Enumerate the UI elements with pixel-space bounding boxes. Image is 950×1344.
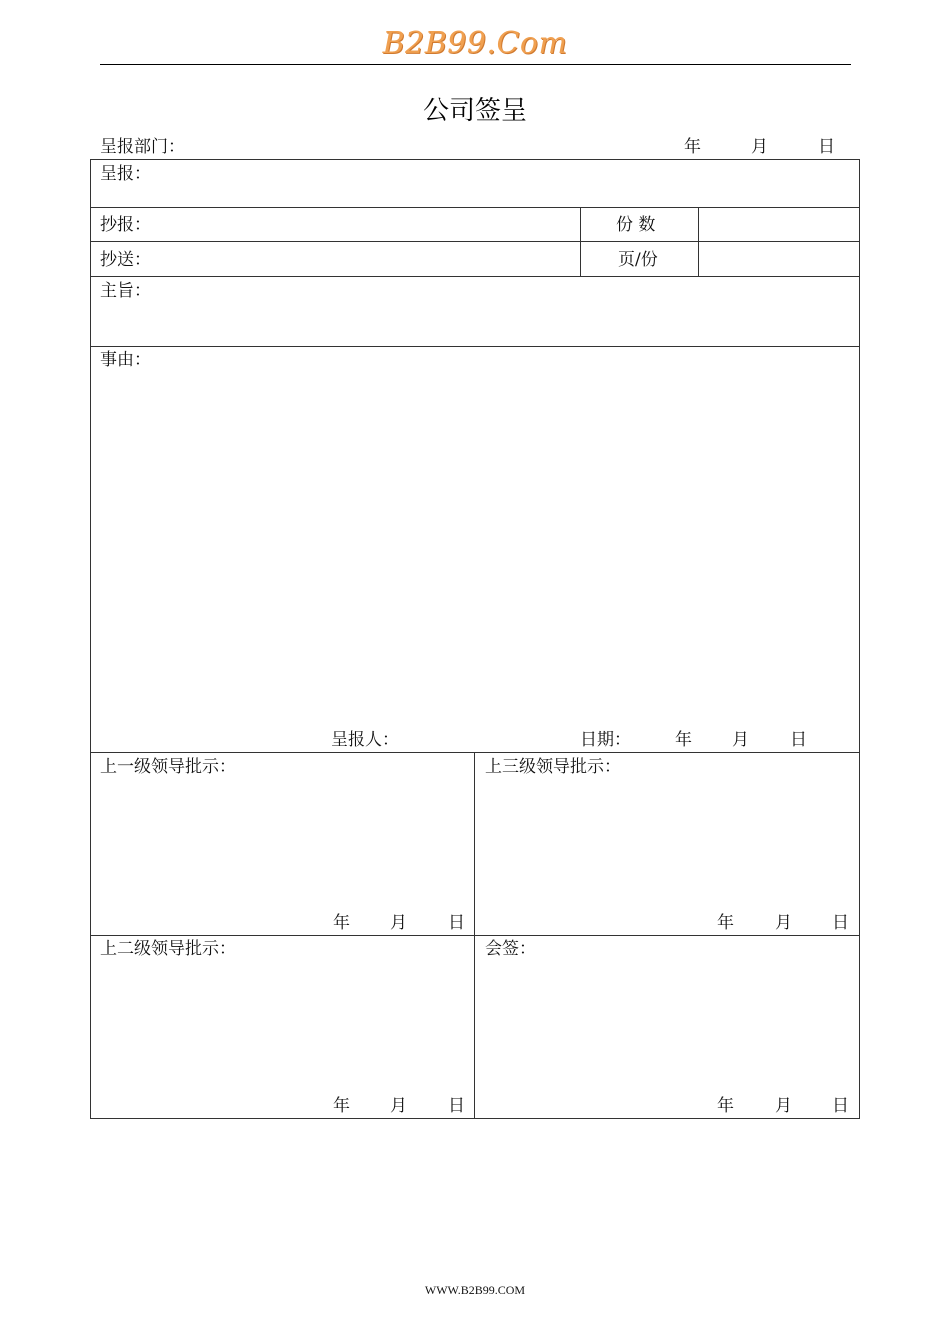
approval-level3-label: 上三级领导批示： <box>485 757 621 777</box>
dept-field[interactable] <box>190 134 670 158</box>
approval-level2-day: 日 <box>448 1096 465 1116</box>
approval-level1-month: 月 <box>390 913 407 933</box>
approval-level3-field[interactable] <box>480 782 854 906</box>
approval-level2-label: 上二级领导批示： <box>100 939 236 959</box>
site-logo: B2B99.Com <box>382 26 568 61</box>
row-divider <box>90 935 860 936</box>
approval-level1-field[interactable] <box>96 782 468 906</box>
row-divider <box>90 241 860 242</box>
countersign-year: 年 <box>717 1096 734 1116</box>
copies-label: 份 数 <box>616 215 656 235</box>
approval-level2-field[interactable] <box>96 964 468 1088</box>
countersign-field[interactable] <box>480 964 854 1088</box>
reason-date-year: 年 <box>675 730 692 750</box>
cc-field[interactable] <box>160 210 576 238</box>
reason-field[interactable] <box>100 374 850 724</box>
cc-label: 抄报： <box>100 215 151 235</box>
send-label: 抄送： <box>100 250 151 270</box>
header-date-year: 年 <box>684 137 701 157</box>
submitter-label: 呈报人： <box>331 730 399 750</box>
column-divider <box>474 752 475 1119</box>
dept-label: 呈报部门： <box>100 137 185 157</box>
row-divider <box>90 346 860 347</box>
row-divider <box>90 207 860 208</box>
approval-level1-label: 上一级领导批示： <box>100 757 236 777</box>
subject-label: 主旨： <box>100 281 151 301</box>
countersign-label: 会签： <box>485 939 536 959</box>
submitter-field[interactable] <box>400 727 570 751</box>
header-date-day: 日 <box>818 137 835 157</box>
send-field[interactable] <box>160 244 576 273</box>
approval-level2-year: 年 <box>333 1096 350 1116</box>
approval-level2-month: 月 <box>390 1096 407 1116</box>
approval-level1-year: 年 <box>333 913 350 933</box>
copies-field[interactable] <box>702 210 856 238</box>
submit-to-field[interactable] <box>160 162 850 204</box>
column-divider <box>580 207 581 277</box>
header-divider <box>100 64 851 65</box>
reason-label: 事由： <box>100 350 151 370</box>
approval-level3-day: 日 <box>832 913 849 933</box>
reason-date-label: 日期： <box>580 730 631 750</box>
subject-field[interactable] <box>160 279 850 343</box>
pages-label: 页/份 <box>618 250 658 270</box>
row-divider <box>90 276 860 277</box>
pages-field[interactable] <box>702 244 856 273</box>
approval-level3-year: 年 <box>717 913 734 933</box>
countersign-day: 日 <box>832 1096 849 1116</box>
countersign-month: 月 <box>775 1096 792 1116</box>
reason-date-day: 日 <box>790 730 807 750</box>
footer-url[interactable]: WWW.B2B99.COM <box>424 1283 526 1297</box>
header-date-month: 月 <box>751 137 768 157</box>
submit-to-label: 呈报： <box>100 164 151 184</box>
form-title: 公司签呈 <box>422 96 527 126</box>
column-divider <box>698 207 699 277</box>
reason-date-month: 月 <box>732 730 749 750</box>
approval-level1-day: 日 <box>448 913 465 933</box>
row-divider <box>90 752 860 753</box>
approval-level3-month: 月 <box>775 913 792 933</box>
